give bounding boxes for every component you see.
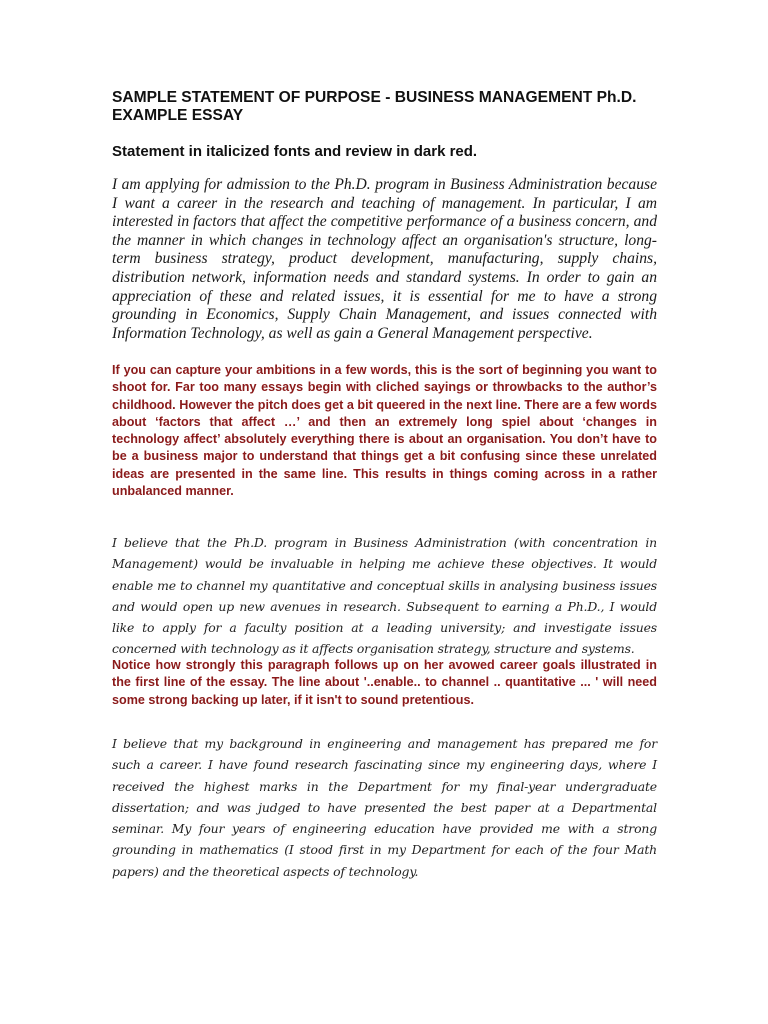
document-title: SAMPLE STATEMENT OF PURPOSE - BUSINESS MANAGEMENT Ph.D. EXAMPLE ESSAY (112, 89, 637, 124)
review-paragraph-1: If you can capture your ambitions in a few words, this is the sort of beginning you want to shoot for. Far too many essays begin with cliched sayings or throwbacks to the author’s childhood. However the pitch does get a bit queered in the next line. There are a few words about ‘factors that affect …’ and then an extremely long spiel about ‘changes in technology affect’ absolutely everything there is about an organisation. You don’t have to be a business major to understand that things get a bit confusing since these unrelated ideas are presented in the same line. This results in things coming across in a rather unbalanced manner. (112, 363, 657, 499)
statement-paragraph-1: I am applying for admission to the Ph.D. program in Business Administration because I want a career in the research and teaching of management. In particular, I am interested in factors that affect the competitive performance of a business concern, and the manner in which changes in technology affect an organisation's structure, long-term business strategy, product development, manufacturing, supply chains, distribution network, information needs and standard systems. In order to gain an appreciation of these and related issues, it is essential for me to have a strong grounding in Economics, Supply Chain Management, and issues connected with Information Technology, as well as gain a General Management perspective. (112, 176, 657, 342)
document-subtitle: Statement in italicized fonts and review in dark red. (112, 143, 478, 160)
statement-paragraph-2: I believe that the Ph.D. program in Business Administration (with concentration in Management) would be invaluable in helping me achieve these objectives. It would enable me to channel my quantitative and conceptual skills in analysing business issues and would open up new avenues in research. Subsequent to earning a Ph.D., I would like to apply for a faculty position at a leading university; and investigate issues concerned with technology as it affects organisation strategy, structure and systems. (112, 535, 657, 657)
review-paragraph-2: Notice how strongly this paragraph follows up on her avowed career goals illustrated in the first line of the essay. The line about '..enable.. to channel .. quantitative ... ' will need some strong backing up later, if it isn't to sound pretentious. (112, 658, 657, 707)
statement-paragraph-3: I believe that my background in engineering and management has prepared me for such a career. I have found research fascinating since my engineering days, where I received the highest marks in the Department for my final-year undergraduate dissertation; and was judged to have presented the best paper at a Departmental seminar. My four years of engineering education have provided me with a strong grounding in mathematics (I stood first in my Department for each of the four Math papers) and the theoretical aspects of technology. (112, 736, 657, 879)
